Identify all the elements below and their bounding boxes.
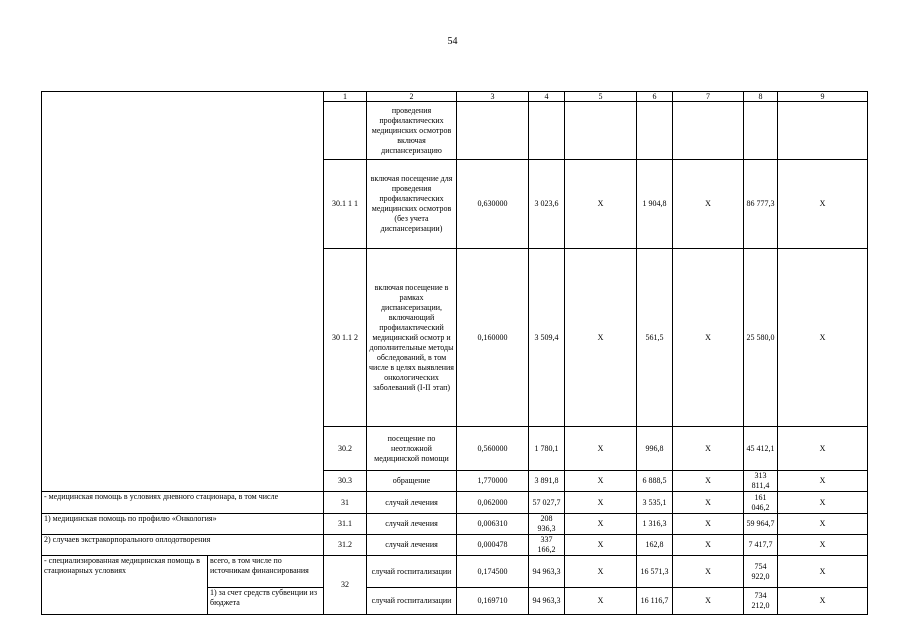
unit-cell: случай госпитализации — [367, 556, 457, 588]
value-cell: 7 417,7 — [744, 535, 778, 556]
value-cell: 3 509,4 — [529, 249, 565, 427]
row-sublabel: всего, в том числе по источникам финансирования — [208, 556, 324, 588]
code-cell: 31.1 — [324, 514, 367, 535]
value-cell — [565, 102, 637, 160]
code-cell: 31.2 — [324, 535, 367, 556]
row-label: - медицинская помощь в условиях дневного стационара, в том числе — [42, 492, 324, 514]
unit-cell: обращение — [367, 471, 457, 492]
value-cell: 0,560000 — [457, 427, 529, 471]
value-cell: 754 922,0 — [744, 556, 778, 588]
header-cell: 3 — [457, 92, 529, 102]
value-cell: 94 963,3 — [529, 588, 565, 615]
table-row — [42, 556, 868, 588]
value-cell: X — [673, 160, 744, 249]
row-label: 2) случаев экстракорпорального оплодотворения — [42, 535, 324, 556]
value-cell: 0,160000 — [457, 249, 529, 427]
value-cell: 94 963,3 — [529, 556, 565, 588]
page-number: 54 — [447, 36, 458, 47]
code-cell: 31 — [324, 492, 367, 514]
value-cell: X — [778, 160, 868, 249]
value-cell: 1 780,1 — [529, 427, 565, 471]
value-cell: X — [778, 427, 868, 471]
value-cell: X — [778, 492, 868, 514]
value-cell: X — [673, 556, 744, 588]
unit-cell: случай лечения — [367, 514, 457, 535]
value-cell: X — [565, 514, 637, 535]
value-cell: X — [565, 588, 637, 615]
code-cell: 30 1.1 2 — [324, 249, 367, 427]
row-label: 1) медицинская помощь по профилю «Онкология» — [42, 514, 324, 535]
value-cell: 45 412,1 — [744, 427, 778, 471]
value-cell: X — [778, 535, 868, 556]
value-cell: 561,5 — [637, 249, 673, 427]
table-row — [42, 514, 868, 535]
value-cell: 3 535,1 — [637, 492, 673, 514]
value-cell: 0,169710 — [457, 588, 529, 615]
value-cell: X — [565, 556, 637, 588]
value-cell: 162,8 — [637, 535, 673, 556]
value-cell: X — [778, 249, 868, 427]
header-cell: 1 — [324, 92, 367, 102]
value-cell — [457, 102, 529, 160]
value-cell: X — [565, 492, 637, 514]
value-cell: X — [778, 556, 868, 588]
value-cell: 0,630000 — [457, 160, 529, 249]
value-cell: 3 023,6 — [529, 160, 565, 249]
value-cell: X — [565, 471, 637, 492]
value-cell — [778, 102, 868, 160]
value-cell: X — [673, 249, 744, 427]
blank-label-cell — [42, 102, 324, 492]
header-cell: 8 — [744, 92, 778, 102]
value-cell: 16 571,3 — [637, 556, 673, 588]
value-cell: X — [673, 471, 744, 492]
value-cell — [673, 102, 744, 160]
value-cell: 1 904,8 — [637, 160, 673, 249]
value-cell: 0,000478 — [457, 535, 529, 556]
value-cell: X — [673, 588, 744, 615]
value-cell: X — [778, 514, 868, 535]
header-cell: 7 — [673, 92, 744, 102]
value-cell: 1 316,3 — [637, 514, 673, 535]
header-cell: 6 — [637, 92, 673, 102]
unit-cell: включая посещение в рамках диспансеризации, включающий профилактический медицинский осмотр и дополнительные методы обследований, в том числе в целях выявления онкологических заболеваний (I-II этап) — [367, 249, 457, 427]
header-row — [42, 92, 868, 102]
value-cell: 734 212,0 — [744, 588, 778, 615]
unit-cell: включая посещение для проведения профилактических медицинских осмотров (без учета диспансеризации) — [367, 160, 457, 249]
unit-cell: посещение по неотложной медицинской помощи — [367, 427, 457, 471]
value-cell: 1,770000 — [457, 471, 529, 492]
code-cell: 30.1 1 1 — [324, 160, 367, 249]
value-cell — [529, 102, 565, 160]
value-cell: 25 580,0 — [744, 249, 778, 427]
code-cell — [324, 102, 367, 160]
unit-cell: случай лечения — [367, 535, 457, 556]
header-cell-blank — [42, 92, 324, 102]
value-cell — [637, 102, 673, 160]
value-cell: 86 777,3 — [744, 160, 778, 249]
value-cell: X — [673, 427, 744, 471]
value-cell: X — [673, 492, 744, 514]
value-cell: X — [778, 588, 868, 615]
code-cell: 30.3 — [324, 471, 367, 492]
value-cell: 6 888,5 — [637, 471, 673, 492]
value-cell: X — [778, 471, 868, 492]
table-row — [42, 535, 868, 556]
row-label: - специализированная медицинская помощь в стационарных условиях — [42, 556, 208, 615]
value-cell: X — [565, 249, 637, 427]
value-cell: X — [565, 160, 637, 249]
row-sublabel: 1) за счет средств субвенции из бюджета — [208, 588, 324, 615]
value-cell: 996,8 — [637, 427, 673, 471]
value-cell: 161 046,2 — [744, 492, 778, 514]
header-cell: 4 — [529, 92, 565, 102]
value-cell: 337 166,2 — [529, 535, 565, 556]
value-cell: 313 811,4 — [744, 471, 778, 492]
code-cell: 30.2 — [324, 427, 367, 471]
value-cell: 0,062000 — [457, 492, 529, 514]
table-row — [42, 102, 868, 160]
unit-cell: проведения профилактических медицинских осмотров включая диспансеризацию — [367, 102, 457, 160]
value-cell: 59 964,7 — [744, 514, 778, 535]
value-cell: X — [673, 535, 744, 556]
value-cell: X — [565, 535, 637, 556]
value-cell: 208 936,3 — [529, 514, 565, 535]
unit-cell: случай госпитализации — [367, 588, 457, 615]
table-row — [42, 492, 868, 514]
value-cell: X — [565, 427, 637, 471]
header-cell: 2 — [367, 92, 457, 102]
value-cell: 0,006310 — [457, 514, 529, 535]
value-cell: X — [673, 514, 744, 535]
value-cell: 57 027,7 — [529, 492, 565, 514]
code-cell: 32 — [324, 556, 367, 615]
header-cell: 5 — [565, 92, 637, 102]
value-cell: 0,174500 — [457, 556, 529, 588]
value-cell: 3 891,8 — [529, 471, 565, 492]
data-table — [41, 91, 868, 615]
unit-cell: случай лечения — [367, 492, 457, 514]
value-cell: 16 116,7 — [637, 588, 673, 615]
header-cell: 9 — [778, 92, 868, 102]
value-cell — [744, 102, 778, 160]
